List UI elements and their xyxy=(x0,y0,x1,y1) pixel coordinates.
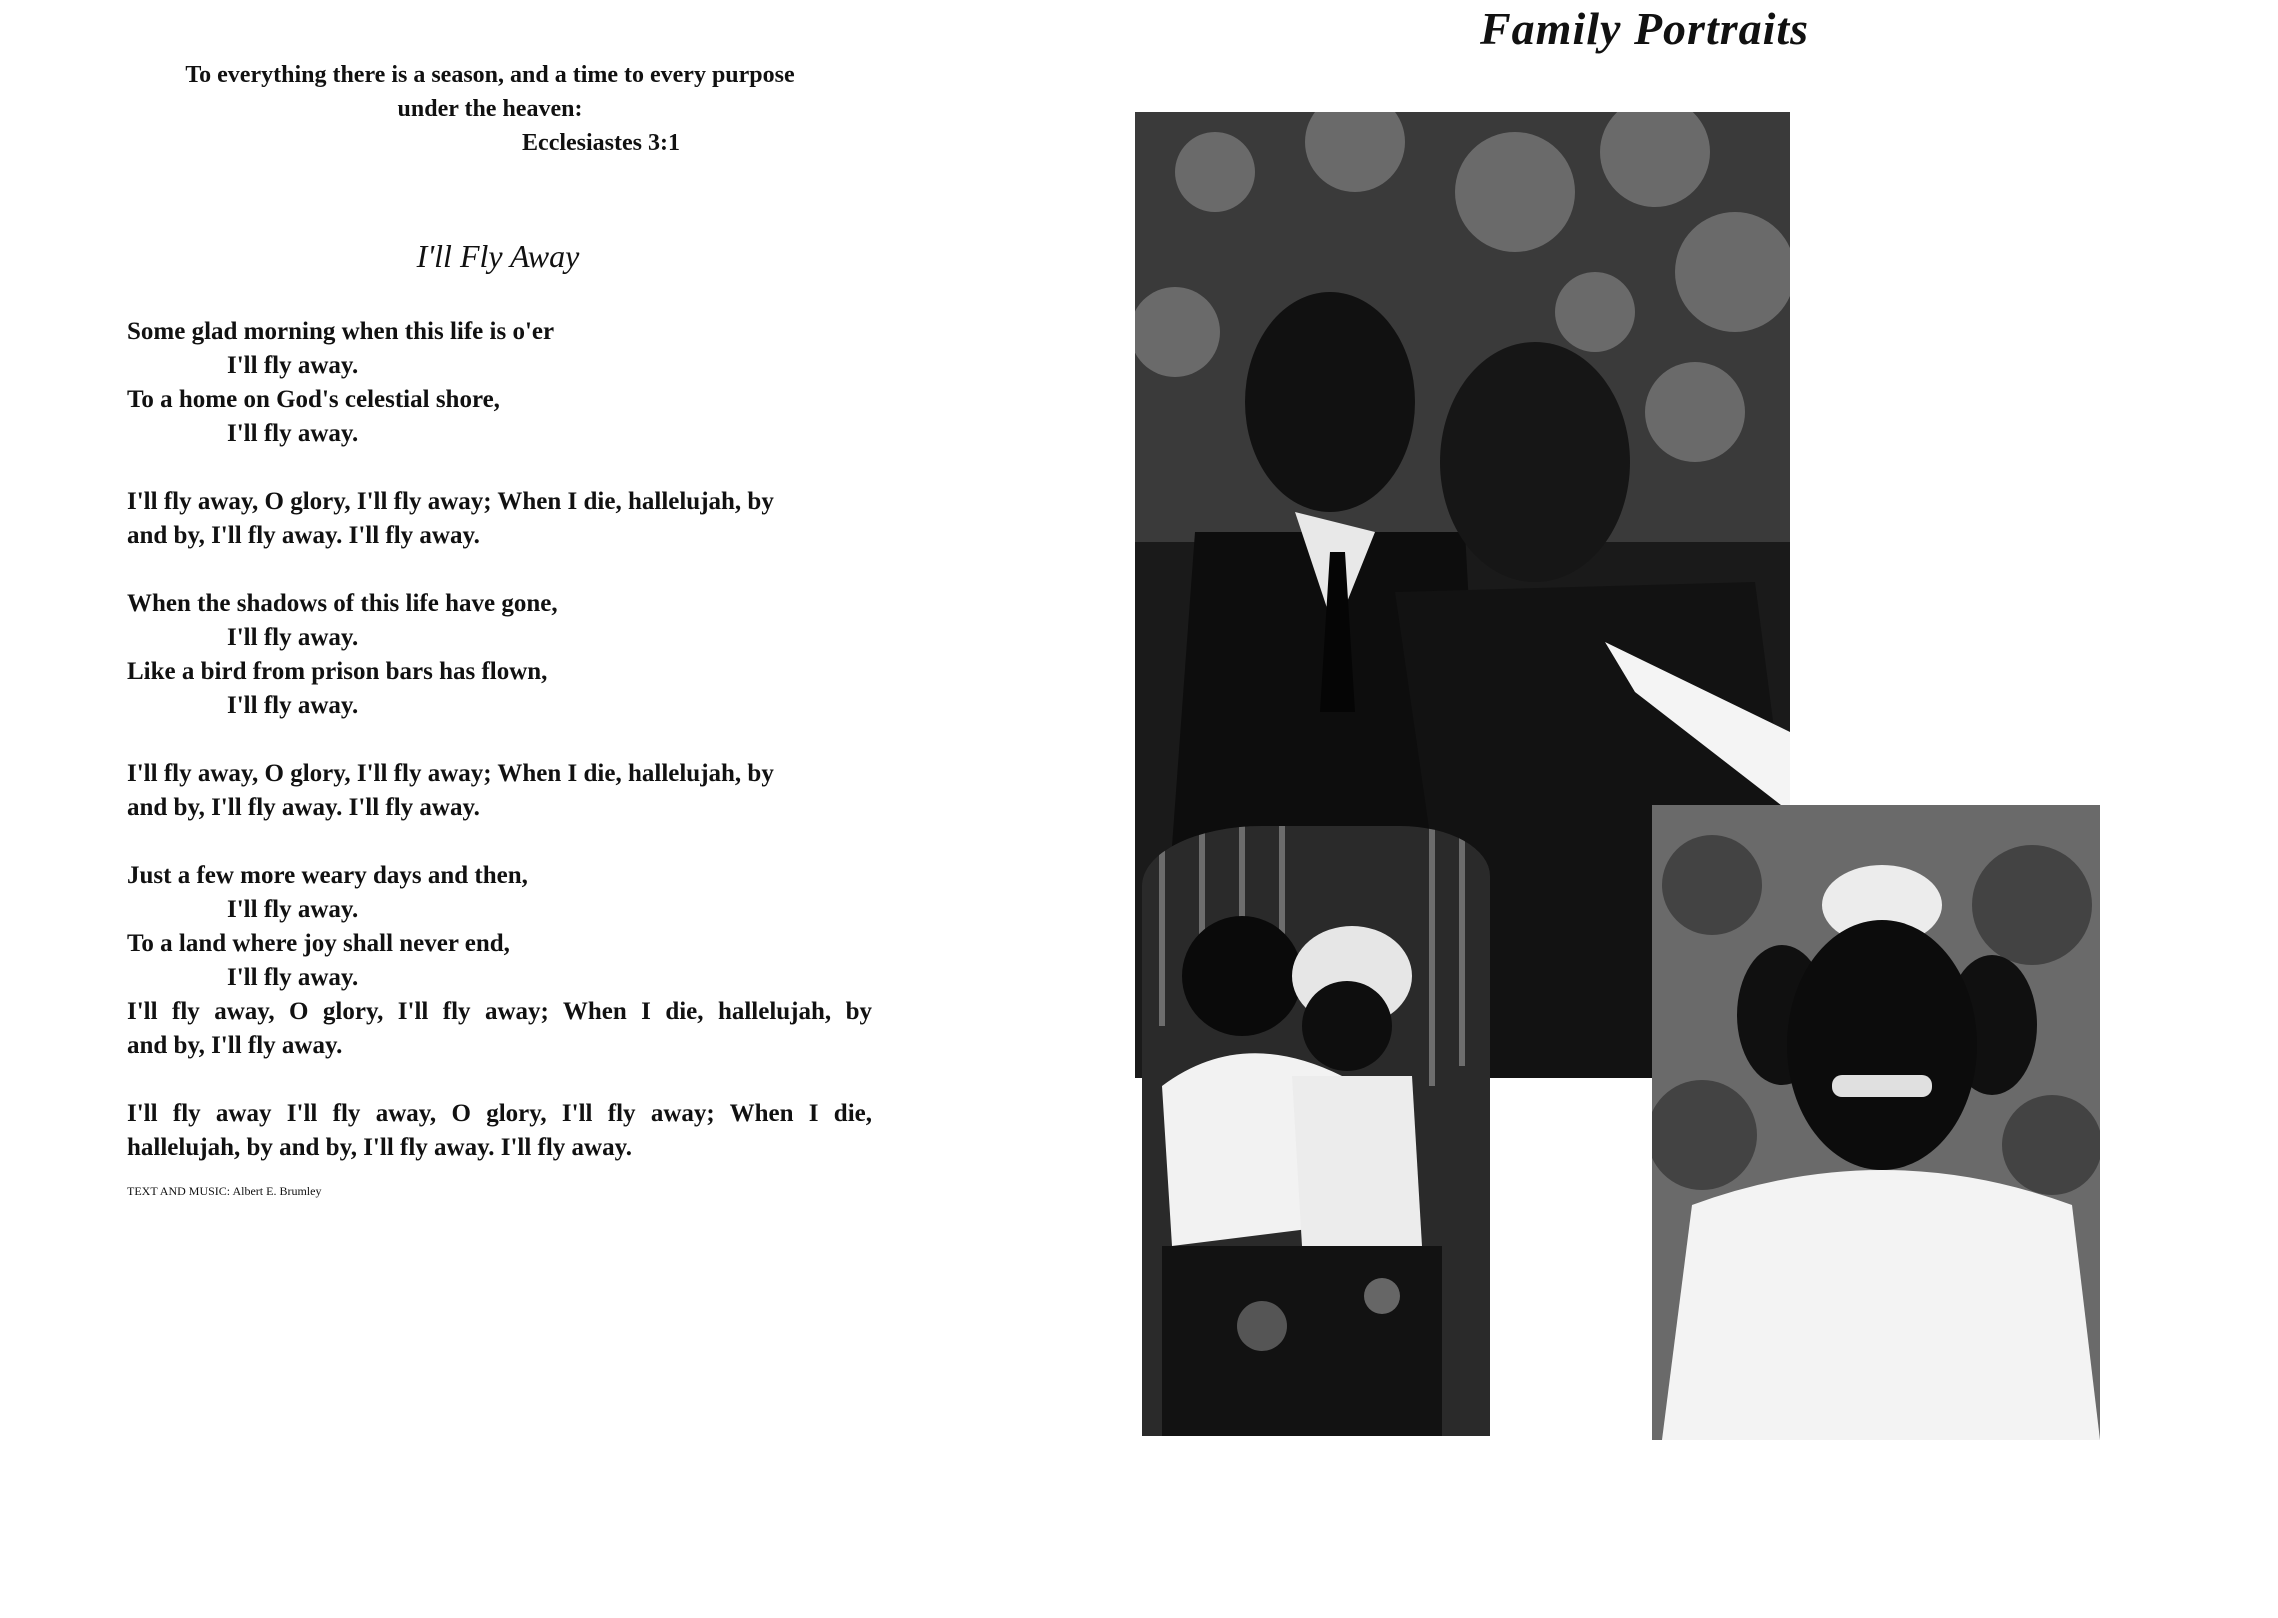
stanza-1 xyxy=(127,315,872,451)
lyric-line: Just a few more weary days and then, xyxy=(127,862,528,889)
lyric-line: Like a bird from prison bars has flown, xyxy=(127,658,548,685)
epigraph-reference: Ecclesiastes 3:1 xyxy=(522,130,680,156)
portraits-title: Family Portraits xyxy=(1480,3,1810,54)
children-portrait-photo xyxy=(1142,826,1490,1436)
lyric-line: I'll fly away, O glory, I'll fly away; When I die, hallelujah, by xyxy=(127,998,872,1025)
photo-gap xyxy=(1790,790,1800,800)
lyrics xyxy=(127,315,872,1199)
lyric-line: I'll fly away. xyxy=(227,896,359,923)
lyric-line: I'll fly away, O glory, I'll fly away; When I die, hallelujah, by xyxy=(127,760,774,787)
song-title: I'll Fly Away xyxy=(416,238,580,274)
lyric-line: When the shadows of this life have gone, xyxy=(127,590,558,617)
lyric-line: I'll fly away. xyxy=(227,692,359,719)
lyric-line: and by, I'll fly away. xyxy=(127,1032,343,1059)
epigraph-line-2: under the heaven: xyxy=(397,96,583,122)
lyric-line: I'll fly away. xyxy=(227,352,359,379)
lyric-line: I'll fly away. xyxy=(227,420,359,447)
chorus-2 xyxy=(127,757,872,825)
lyric-line: and by, I'll fly away. I'll fly away. xyxy=(127,794,480,821)
lyric-line: I'll fly away. xyxy=(227,964,359,991)
chorus-final xyxy=(127,1097,872,1165)
lyric-line: hallelujah, by and by, I'll fly away. I'll fly away. xyxy=(127,1134,632,1161)
lyric-line: I'll fly away, O glory, I'll fly away; When I die, hallelujah, by xyxy=(127,488,774,515)
lyric-line: To a land where joy shall never end, xyxy=(127,930,510,957)
lyric-line: To a home on God's celestial shore, xyxy=(127,386,500,413)
stanza-3 xyxy=(127,859,872,1063)
girl-portrait-photo xyxy=(1652,805,2100,1440)
epigraph-line-1: To everything there is a season, and a time to every purpose xyxy=(185,62,795,88)
lyric-line: Some glad morning when this life is o'er xyxy=(127,318,555,345)
song-credit: TEXT AND MUSIC: Albert E. Brumley xyxy=(127,1184,322,1198)
chorus-1 xyxy=(127,485,872,553)
stanza-2 xyxy=(127,587,872,723)
epigraph xyxy=(120,58,860,160)
lyric-line: and by, I'll fly away. I'll fly away. xyxy=(127,522,480,549)
lyric-line: I'll fly away. xyxy=(227,624,359,651)
lyric-line: I'll fly away I'll fly away, O glory, I'll fly away; When I die, xyxy=(127,1100,872,1127)
